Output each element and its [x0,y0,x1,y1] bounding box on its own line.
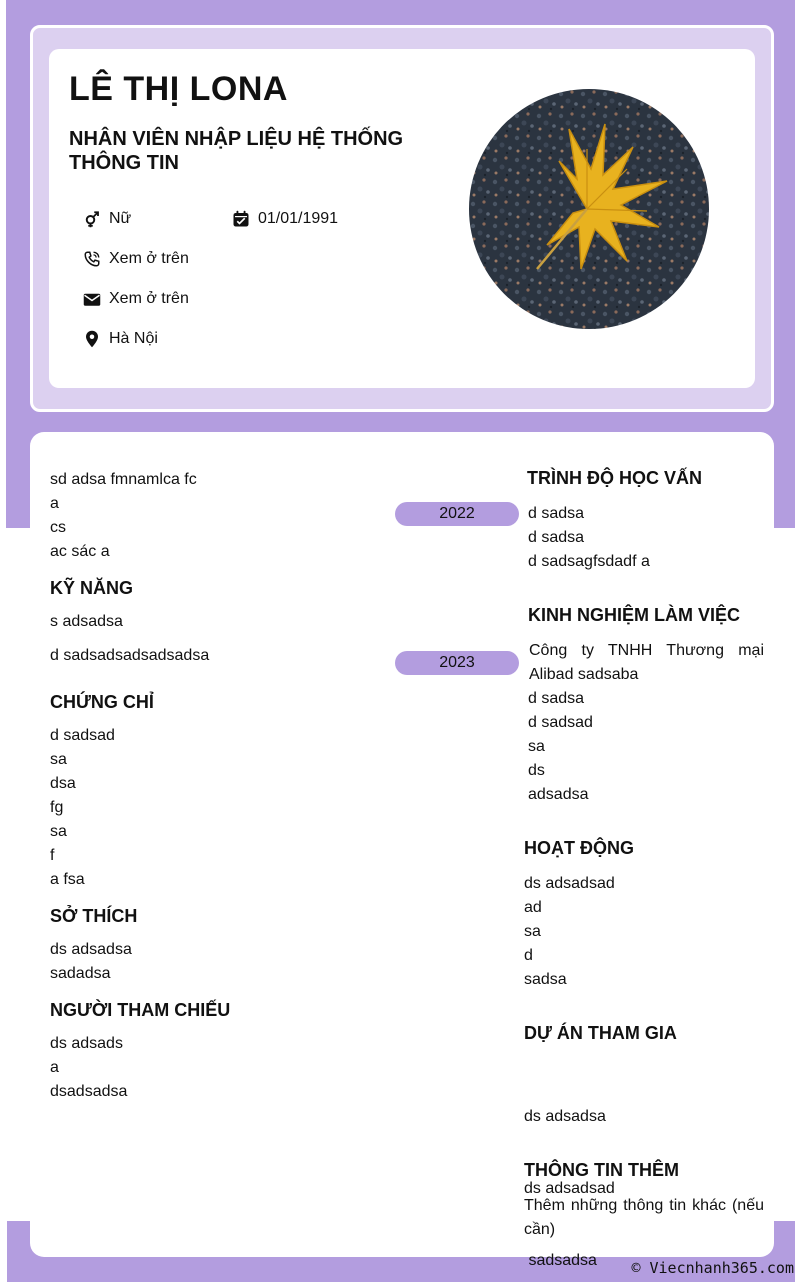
list-item: a [50,495,59,512]
birthday-text: 01/01/1991 [258,210,339,227]
references-title: NGƯỜI THAM CHIẾU [50,1000,231,1020]
list-item: d sadsa [528,690,585,707]
activities-list [524,872,615,992]
list-item: ds adsadsad [524,875,615,892]
list-item: d sadsadsadsadsadsa [50,647,210,664]
phone-info [83,250,189,268]
profile-photo [469,89,709,329]
email-info [83,290,189,308]
year-badge-2023: 2023 [395,651,519,675]
list-item: sadadsa [50,965,111,982]
list-item: a [50,1059,59,1076]
list-item: sa [50,751,67,768]
list-item: d sadsa [528,529,585,546]
list-item: dsadsadsa [50,1083,128,1100]
career-objective [50,468,197,564]
list-item: ac sác a [50,543,110,560]
list-item: fg [50,799,64,816]
list-item: sd adsa fmnamlca fc [50,471,197,488]
list-item: sadsa [524,971,567,988]
list-item: sa [528,738,545,755]
list-item: ds [528,762,545,779]
gender-icon [83,210,101,228]
list-item: ad [524,899,542,916]
experience-company: Công ty TNHH Thương mại Alibad sadsaba [529,642,764,683]
references-list [50,1032,127,1104]
gender-text: Nữ [109,210,132,227]
list-item: f [50,847,55,864]
list-item: d sadsad [50,727,115,744]
hobbies-title: SỞ THÍCH [50,906,138,926]
activities-title: HOẠT ĐỘNG [524,838,634,858]
more-info-text: Thêm những thông tin khác (nếu cần) [524,1197,764,1238]
list-item: ds adsadsa [524,1108,606,1125]
address-info [83,330,158,348]
list-item: s adsadsa [50,613,123,630]
year-badge-2022: 2022 [395,502,519,526]
education-list [528,502,650,574]
calendar-icon [232,210,250,228]
list-item: adsadsa [528,786,589,803]
certificates-list [50,724,115,892]
list-item: dsa [50,775,76,792]
phone-text: Xem ở trên [109,250,189,267]
candidate-name: LÊ THỊ LONA [69,70,288,108]
candidate-position: NHÂN VIÊN NHẬP LIỆU HỆ THỐNG THÔNG TIN [69,128,404,174]
copyright-footer: © Viecnhanh365.com [631,1259,794,1277]
certificates-title: CHỨNG CHỈ [50,692,154,712]
experience-title: KINH NGHIỆM LÀM VIỆC [528,605,741,625]
phone-icon [83,250,101,268]
location-icon [83,330,101,348]
email-icon [83,290,101,308]
list-item: d sadsa [528,505,585,522]
education-title: TRÌNH ĐỘ HỌC VẤN [527,468,702,488]
list-item: sa [524,923,541,940]
projects-title: DỰ ÁN THAM GIA [524,1023,677,1043]
list-item: ds adsadsad [524,1180,615,1197]
skills-list [50,610,209,668]
gender-info [83,210,131,228]
list-item: d sadsagfsdadf a [528,553,650,570]
list-item: d [524,947,533,964]
birthday-info [232,210,338,228]
experience-list [528,687,593,807]
more-info-title: THÔNG TIN THÊM [524,1160,679,1180]
email-text: Xem ở trên [109,290,189,307]
list-item: ds adsadsa [50,941,132,958]
list-item: sa [50,823,67,840]
list-item: ds adsads [50,1035,123,1052]
list-item: sadsadsa [524,1252,597,1269]
skills-title: KỸ NĂNG [50,578,134,598]
list-item: cs [50,519,66,536]
list-item: a fsa [50,871,85,888]
address-text: Hà Nội [109,330,158,347]
leaf-photo-illustration [469,89,709,329]
hobbies-list [50,938,132,986]
list-item: d sadsad [528,714,593,731]
